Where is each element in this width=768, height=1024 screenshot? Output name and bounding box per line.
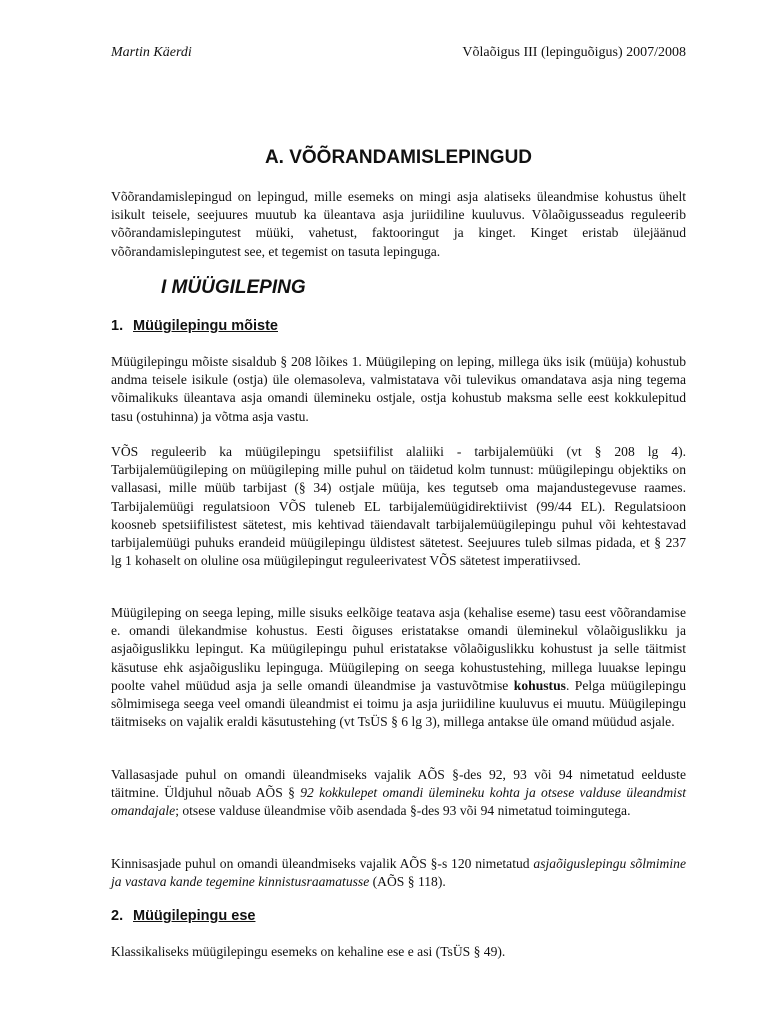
running-header bbox=[111, 44, 686, 62]
italic-phrase: 92 kokkulepet omandi ülemineku kohta ja otsese valduse üleandmist omandajale bbox=[111, 785, 687, 819]
paragraph-text: Müügileping on seega leping, mille sisuks eelkõige teatava asja (kehalise eseme) tasu eest võõrandamise e. omandi ülekandmise kohustus. Eesti õiguses eristatakse omandi üleminekul võlaõiguslikku ja asjaõiguslikku lepingut. Ka müügilepingu puhul eristatakse võlaõiguslikku kohustust ja selle täitmist käsutuse ehk asjaõigusliku lepinguga. Müügileping on seega kohustustehing, millega luuakse lepingu poolte vahel müüdud asja ja selle omandi üleandmise ja vastuvõtmise bbox=[111, 605, 686, 693]
paragraph-definition: Müügilepingu mõiste sisaldub § 208 lõikes 1. Müügileping on leping, millega üks isik (müüja) kohustub andma teisele isikule (ostja) üle olemasoleva, valmistatava või tulevikus omandatava asja ning tegema võimalikuks üleantava asja omandi ülemineku ostjale, ostja kohustub maksma selle eest kokkulepitud tasu (ostuhinna) ja võtma asja vastu. bbox=[111, 354, 686, 424]
document-title: A. VÕÕRANDAMISLEPINGUD bbox=[264, 147, 533, 168]
header-author: Martin Käerdi bbox=[111, 45, 192, 60]
section-heading: I MÜÜGILEPING bbox=[161, 277, 306, 298]
subsection-number: 2. bbox=[111, 908, 124, 924]
subsection-number: 1. bbox=[111, 318, 124, 334]
paragraph-movables bbox=[111, 766, 686, 821]
subsection-heading-2 bbox=[111, 907, 255, 925]
italic-phrase: asjaõiguslepingu sõlmimine ja vastava kande tegemine kinnistusraamatusse bbox=[111, 856, 686, 890]
paragraph-text: ; otsese valduse üleandmise võib asendada §-des 93 või 94 nimetatud toimingutega. bbox=[175, 803, 631, 819]
subsection-title: Müügilepingu mõiste bbox=[133, 318, 278, 334]
subsection-title: Müügilepingu ese bbox=[133, 908, 256, 924]
subsection-heading-1 bbox=[111, 317, 278, 335]
paragraph-text: Kinnisasjade puhul on omandi üleandmiseks vajalik AÕS §-s 120 nimetatud bbox=[111, 856, 534, 871]
paragraph-consumer-sale: VÕS reguleerib ka müügilepingu spetsiifilist alaliiki - tarbijalemüüki (vt § 208 lg 4). Tarbijalemüügileping on müügileping mille puhul on täidetud kolm tunnust: müügilepingu objektiks on vallasasi, mille müüb tarbijast (§ 34) ostjale müüja, kes tegutseb oma majandustegevuse raames. Tarbijalemüügi regulatsioon VÕS tuleneb EL tarbijalemüügidirektiivist (99/44 EL). Regulatsioon koosneb spetsiifilistest sätetest, mis kehtivad täiendavalt tarbijalemüügilepingu puhul või kehtestavad tarbijalemüügi puhuks erandeid müügilepingu üldistest sätetest. Seejuures tuleb silmas pidada, et § 237 lg 1 kohaselt on oluline osa müügilepingut reguleerivatest VÕS sätetest imperatiivsed. bbox=[111, 444, 686, 569]
paragraph-text: Vallasasjade puhul on omandi üleandmiseks vajalik AÕS §-des 92, 93 või 94 nimetatud eelduste täitmine. Üldjuhul nõuab AÕS § bbox=[111, 767, 686, 801]
paragraph-immovables bbox=[111, 855, 686, 891]
paragraph-text: (AÕS § 118). bbox=[369, 874, 446, 890]
paragraph-text: . Pelga müügilepingu sõlmimisega seega veel omandi üleandmist ei toimu ja asja juriidiline kuuluvus ei muutu. Müügilepingu täitmiseks on vajalik eraldi käsutustehing (vt TsÜS § 6 lg 3), millega antakse üle omand müüdud asjale. bbox=[111, 677, 686, 730]
paragraph-obligation bbox=[111, 604, 686, 731]
header-course: Võlaõigus III (lepinguõigus) 2007/2008 bbox=[462, 45, 686, 60]
intro-paragraph: Võõrandamislepingud on lepingud, mille esemeks on mingi asja alatiseks üleandmise kohustus ühelt isikult teisele, seejuures muutub ka üleantava asja juriidiline kuuluvus. Võlaõigusseadus reguleerib võõrandamislepingutest müüki, vahetust, faktooringut ja kinget. Kinget eristab ülejäänud võõrandamislepingutest see, et tegemist on tasuta lepinguga. bbox=[111, 189, 686, 259]
paragraph-object: Klassikaliseks müügilepingu esemeks on kehaline ese e asi (TsÜS § 49). bbox=[111, 944, 506, 959]
bold-term: kohustus bbox=[513, 677, 566, 693]
